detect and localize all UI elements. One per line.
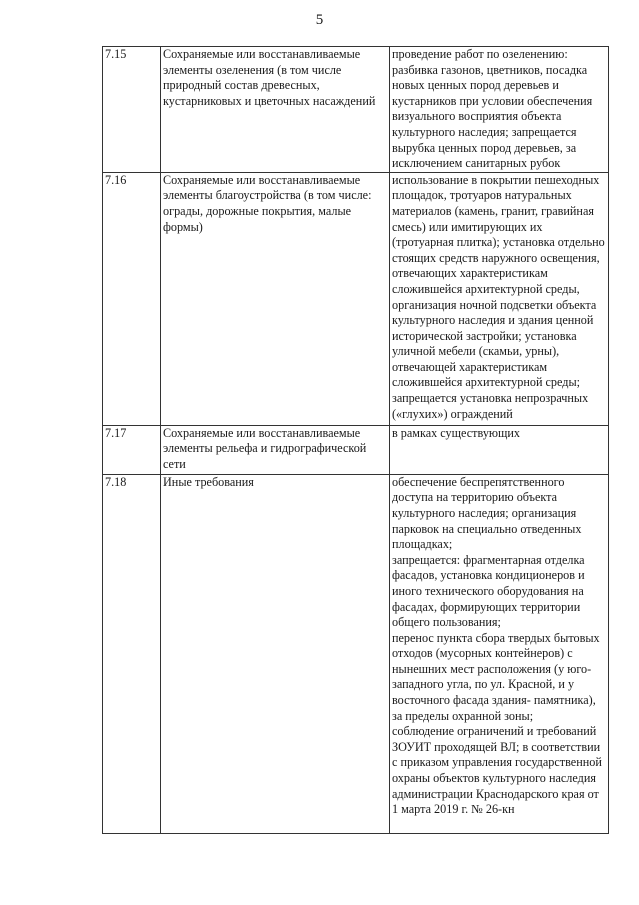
requirements-cell <box>390 425 609 474</box>
requirement-paragraph: в рамках существующих <box>392 425 521 440</box>
element-name: Сохраняемые или восстанавливаемые элементы благоустройства (в том числе: ограды, дорожные покрытия, малые формы) <box>161 172 390 425</box>
table-row <box>103 172 609 425</box>
requirements-table <box>102 46 609 834</box>
requirement-paragraph: проведение работ по озеленению: разбивка газонов, цветников, посадка новых ценных пород деревьев и кустарников при условии обеспечения визуального восприятия объекта культурного наследия; запрещается вырубка ценных пород деревьев, за исключением санитарных рубок <box>392 47 593 171</box>
requirement-paragraph: запрещается: фрагментарная отделка фасадов, установка кондиционеров и иного технического оборудования на фасадах, формирующих территории общего пользования; <box>392 552 585 630</box>
row-number: 7.15 <box>103 47 161 173</box>
page-number: 5 <box>315 12 324 28</box>
row-number: 7.18 <box>103 474 161 833</box>
table-row <box>103 425 609 474</box>
table-row <box>103 47 609 173</box>
requirements-cell <box>390 47 609 173</box>
row-number: 7.17 <box>103 425 161 474</box>
requirement-paragraph: перенос пункта сбора твердых бытовых отходов (мусорных контейнеров) с нынешних мест расположения (у юго-западного угла, по ул. Красной, и у восточного фасада здания- памятника), за пределы охранной зоны; <box>392 630 600 723</box>
requirement-paragraph: использование в покрытии пешеходных площадок, тротуаров натуральных материалов (камень, гранит, гравийная смесь) или имитирующих их (тротуарная плитка); установка отдельно стоящих средств наружного освещения, отвечающих характеристикам сложившейся архитектурной среды, организация ночной подсветки объекта культурного наследия и здания ценной исторической застройки; установка уличной мебели (скамьи, урны), отвечающей характеристикам сложившейся архитектурной среды; запрещается установка непрозрачных («глухих») ограждений <box>392 172 605 421</box>
requirement-paragraph: обеспечение беспрепятственного доступа на территорию объекта культурного наследия; организация парковок на специально отведенных площадках; <box>392 474 582 552</box>
table-row <box>103 474 609 833</box>
element-name: Сохраняемые или восстанавливаемые элементы озеленения (в том числе природный состав древесных, кустарниковых и цветочных насаждений <box>161 47 390 173</box>
requirement-paragraph: соблюдение ограничений и требований ЗОУИТ проходящей ВЛ; в соответствии с приказом управления государственной охраны объектов культурного наследия администрации Краснодарского края от 1 марта 2019 г. № 26-кн <box>392 724 602 817</box>
requirements-cell <box>390 172 609 425</box>
element-name: Иные требования <box>161 474 390 833</box>
requirements-cell <box>390 474 609 833</box>
row-number: 7.16 <box>103 172 161 425</box>
element-name: Сохраняемые или восстанавливаемые элементы рельефа и гидрографической сети <box>161 425 390 474</box>
